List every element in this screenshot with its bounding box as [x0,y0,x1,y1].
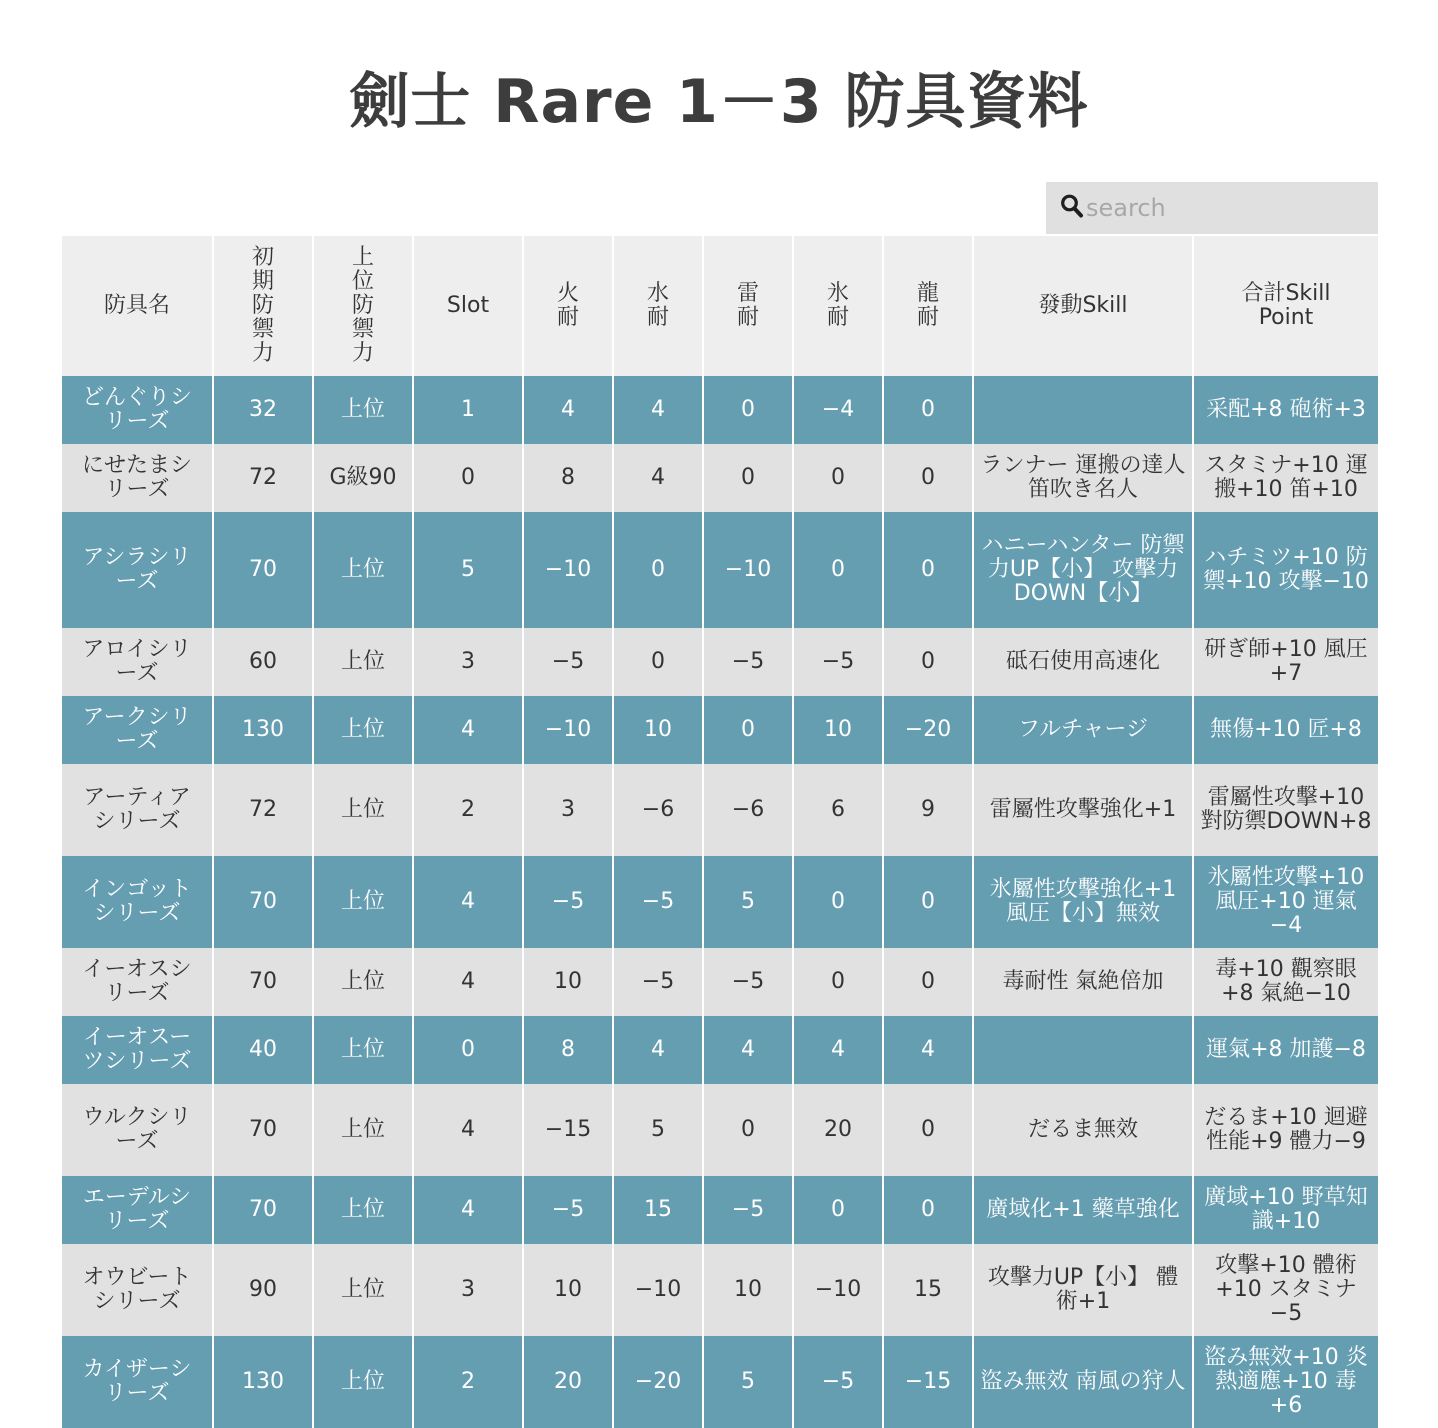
water-res-cell: 5 [613,1084,703,1176]
search-icon [1060,193,1086,223]
thunder-res-cell: −5 [703,948,793,1016]
slot-cell: 0 [413,1016,523,1084]
ice-res-cell: 20 [793,1084,883,1176]
water-res-cell: 4 [613,376,703,444]
dragon-res-cell: 0 [883,512,973,628]
slot-cell: 5 [413,512,523,628]
search-input[interactable] [1086,188,1366,228]
dragon-res-cell: 9 [883,764,973,856]
upper-defense-cell: 上位 [313,696,413,764]
header-dragon-res[interactable]: 龍耐 [883,236,973,376]
slot-cell: 1 [413,376,523,444]
slot-cell: 3 [413,1244,523,1336]
header-ice-res[interactable]: 氷耐 [793,236,883,376]
header-armor-name[interactable]: 防具名 [62,236,213,376]
dragon-res-cell: 4 [883,1016,973,1084]
water-res-cell: −5 [613,856,703,948]
skill-points-cell: 毒+10 觀察眼+8 氣絶−10 [1193,948,1378,1016]
water-res-cell: −5 [613,948,703,1016]
table-row [62,764,1378,856]
ice-res-cell: 6 [793,764,883,856]
header-initial-defense[interactable]: 初期防禦力 [213,236,313,376]
dragon-res-cell: 0 [883,628,973,696]
fire-res-cell: −5 [523,628,613,696]
table-row [62,696,1378,764]
water-res-cell: −20 [613,1336,703,1428]
armor-name-cell: イーオスーツシリーズ [62,1016,213,1084]
table-row [62,628,1378,696]
ice-res-cell: −4 [793,376,883,444]
ice-res-cell: 0 [793,444,883,512]
skill-points-cell: 氷屬性攻擊+10 風圧+10 運氣−4 [1193,856,1378,948]
initial-defense-cell: 32 [213,376,313,444]
thunder-res-cell: 10 [703,1244,793,1336]
skill-points-cell: 廣域+10 野草知識+10 [1193,1176,1378,1244]
initial-defense-cell: 90 [213,1244,313,1336]
table-row [62,1336,1378,1428]
skill-points-cell: スタミナ+10 運搬+10 笛+10 [1193,444,1378,512]
upper-defense-cell: 上位 [313,764,413,856]
ice-res-cell: −10 [793,1244,883,1336]
ice-res-cell: 0 [793,856,883,948]
dragon-res-cell: 0 [883,444,973,512]
armor-name-cell: にせたまシリーズ [62,444,213,512]
skills-cell: 毒耐性 氣絶倍加 [973,948,1193,1016]
table-header-row [62,236,1378,376]
armor-name-cell: アシラシリーズ [62,512,213,628]
upper-defense-cell: 上位 [313,856,413,948]
slot-cell: 0 [413,444,523,512]
upper-defense-cell: 上位 [313,1176,413,1244]
dragon-res-cell: −15 [883,1336,973,1428]
water-res-cell: −10 [613,1244,703,1336]
table-row [62,1244,1378,1336]
upper-defense-cell: 上位 [313,1244,413,1336]
initial-defense-cell: 70 [213,1084,313,1176]
header-water-res[interactable]: 水耐 [613,236,703,376]
water-res-cell: 0 [613,512,703,628]
header-thunder-res[interactable]: 雷耐 [703,236,793,376]
fire-res-cell: −5 [523,856,613,948]
skills-cell [973,376,1193,444]
slot-cell: 4 [413,1084,523,1176]
thunder-res-cell: 0 [703,444,793,512]
fire-res-cell: −10 [523,512,613,628]
thunder-res-cell: −5 [703,628,793,696]
dragon-res-cell: 0 [883,1084,973,1176]
initial-defense-cell: 70 [213,1176,313,1244]
armor-name-cell: アークシリーズ [62,696,213,764]
header-skill-points[interactable]: 合計Skill Point [1193,236,1378,376]
armor-table [62,236,1378,1428]
upper-defense-cell: 上位 [313,948,413,1016]
initial-defense-cell: 130 [213,696,313,764]
page-title: 劍士 Rare 1－3 防具資料 [349,67,1089,137]
ice-res-cell: −5 [793,1336,883,1428]
armor-name-cell: アロイシリーズ [62,628,213,696]
skills-cell: 攻擊力UP【小】 體術+1 [973,1244,1193,1336]
water-res-cell: −6 [613,764,703,856]
skill-points-cell: 雷屬性攻擊+10 對防禦DOWN+8 [1193,764,1378,856]
skills-cell: ハニーハンター 防禦力UP【小】 攻擊力DOWN【小】 [973,512,1193,628]
header-fire-res[interactable]: 火耐 [523,236,613,376]
water-res-cell: 4 [613,1016,703,1084]
ice-res-cell: 10 [793,696,883,764]
slot-cell: 4 [413,1176,523,1244]
ice-res-cell: 0 [793,948,883,1016]
skills-cell: 氷屬性攻擊強化+1 風圧【小】無效 [973,856,1193,948]
armor-name-cell: アーティアシリーズ [62,764,213,856]
initial-defense-cell: 70 [213,948,313,1016]
skill-points-cell: 運氣+8 加護−8 [1193,1016,1378,1084]
fire-res-cell: −10 [523,696,613,764]
initial-defense-cell: 72 [213,444,313,512]
upper-defense-cell: 上位 [313,1336,413,1428]
upper-defense-cell: 上位 [313,376,413,444]
skill-points-cell: 攻擊+10 體術+10 スタミナ−5 [1193,1244,1378,1336]
skills-cell: フルチャージ [973,696,1193,764]
armor-name-cell: エーデルシリーズ [62,1176,213,1244]
header-slot[interactable]: Slot [413,236,523,376]
thunder-res-cell: 0 [703,376,793,444]
armor-name-cell: どんぐりシリーズ [62,376,213,444]
search-box[interactable] [1046,182,1378,234]
table-row [62,444,1378,512]
table-row [62,948,1378,1016]
armor-name-cell: インゴットシリーズ [62,856,213,948]
dragon-res-cell: 0 [883,948,973,1016]
initial-defense-cell: 40 [213,1016,313,1084]
fire-res-cell: 8 [523,1016,613,1084]
upper-defense-cell: 上位 [313,512,413,628]
upper-defense-cell: 上位 [313,1016,413,1084]
ice-res-cell: 4 [793,1016,883,1084]
skill-points-cell: ハチミツ+10 防禦+10 攻擊−10 [1193,512,1378,628]
upper-defense-cell: 上位 [313,628,413,696]
initial-defense-cell: 130 [213,1336,313,1428]
thunder-res-cell: 5 [703,856,793,948]
initial-defense-cell: 60 [213,628,313,696]
skills-cell: ランナー 運搬の達人 笛吹き名人 [973,444,1193,512]
thunder-res-cell: 0 [703,1084,793,1176]
skill-points-cell: 采配+8 砲術+3 [1193,376,1378,444]
initial-defense-cell: 70 [213,512,313,628]
dragon-res-cell: 0 [883,376,973,444]
armor-name-cell: オウビートシリーズ [62,1244,213,1336]
slot-cell: 4 [413,856,523,948]
dragon-res-cell: 15 [883,1244,973,1336]
water-res-cell: 15 [613,1176,703,1244]
table-row [62,1176,1378,1244]
dragon-res-cell: 0 [883,1176,973,1244]
initial-defense-cell: 72 [213,764,313,856]
thunder-res-cell: 0 [703,696,793,764]
water-res-cell: 4 [613,444,703,512]
table-row [62,512,1378,628]
thunder-res-cell: −10 [703,512,793,628]
slot-cell: 3 [413,628,523,696]
armor-name-cell: カイザーシリーズ [62,1336,213,1428]
slot-cell: 2 [413,764,523,856]
dragon-res-cell: −20 [883,696,973,764]
skill-points-cell: 無傷+10 匠+8 [1193,696,1378,764]
thunder-res-cell: 5 [703,1336,793,1428]
armor-name-cell: ウルクシリーズ [62,1084,213,1176]
thunder-res-cell: 4 [703,1016,793,1084]
water-res-cell: 0 [613,628,703,696]
skills-cell: 砥石使用高速化 [973,628,1193,696]
slot-cell: 2 [413,1336,523,1428]
thunder-res-cell: −6 [703,764,793,856]
initial-defense-cell: 70 [213,856,313,948]
ice-res-cell: 0 [793,1176,883,1244]
table-row [62,376,1378,444]
fire-res-cell: 3 [523,764,613,856]
skills-cell [973,1016,1193,1084]
upper-defense-cell: 上位 [313,1084,413,1176]
armor-name-cell: イーオスシリーズ [62,948,213,1016]
slot-cell: 4 [413,696,523,764]
fire-res-cell: 4 [523,376,613,444]
thunder-res-cell: −5 [703,1176,793,1244]
skills-cell: だるま無效 [973,1084,1193,1176]
skill-points-cell: だるま+10 迴避性能+9 體力−9 [1193,1084,1378,1176]
fire-res-cell: −5 [523,1176,613,1244]
header-upper-defense[interactable]: 上位防禦力 [313,236,413,376]
table-row [62,1084,1378,1176]
fire-res-cell: 8 [523,444,613,512]
fire-res-cell: 10 [523,948,613,1016]
skills-cell: 廣域化+1 藥草強化 [973,1176,1193,1244]
header-skills[interactable]: 發動Skill [973,236,1193,376]
skills-cell: 雷屬性攻擊強化+1 [973,764,1193,856]
skills-cell: 盜み無效 南風の狩人 [973,1336,1193,1428]
table-row [62,856,1378,948]
water-res-cell: 10 [613,696,703,764]
slot-cell: 4 [413,948,523,1016]
fire-res-cell: 20 [523,1336,613,1428]
dragon-res-cell: 0 [883,856,973,948]
fire-res-cell: −15 [523,1084,613,1176]
skill-points-cell: 研ぎ師+10 風圧+7 [1193,628,1378,696]
ice-res-cell: −5 [793,628,883,696]
table-row [62,1016,1378,1084]
upper-defense-cell: G級90 [313,444,413,512]
ice-res-cell: 0 [793,512,883,628]
skill-points-cell: 盜み無效+10 炎熱適應+10 毒+6 [1193,1336,1378,1428]
fire-res-cell: 10 [523,1244,613,1336]
